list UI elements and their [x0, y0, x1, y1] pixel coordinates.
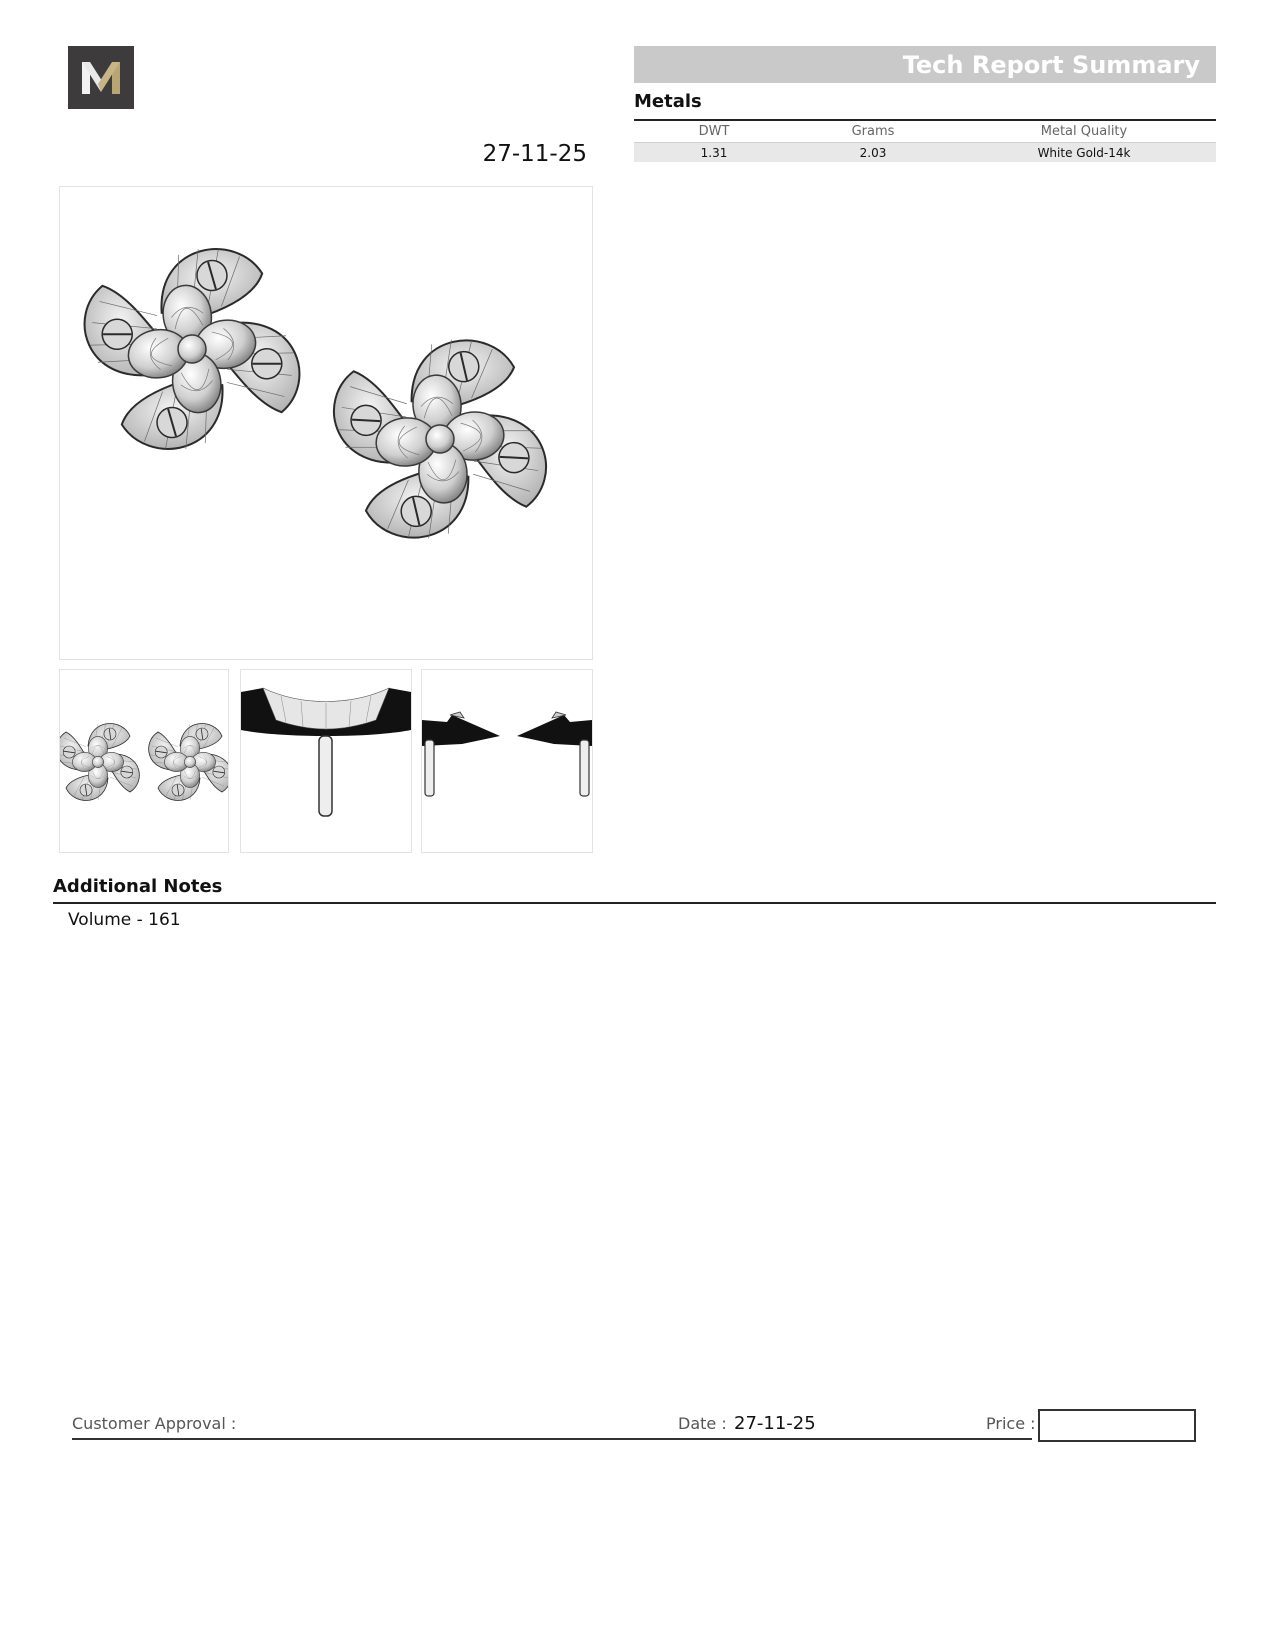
logo-m-icon	[68, 46, 134, 109]
cell-grams: 2.03	[794, 143, 952, 163]
customer-approval-label: Customer Approval :	[72, 1414, 237, 1433]
cell-dwt: 1.31	[634, 143, 794, 163]
notes-text: Volume - 161	[68, 910, 181, 930]
front-view-thumbnail[interactable]	[240, 669, 412, 853]
top-view-render	[60, 670, 228, 852]
table-header-row	[634, 121, 1216, 143]
footer-date-value: 27-11-25	[734, 1413, 816, 1434]
column-header-metal-quality: Metal Quality	[952, 121, 1216, 143]
report-date: 27-11-25	[482, 141, 587, 167]
top-view-thumbnail[interactable]	[59, 669, 229, 853]
column-header-grams: Grams	[794, 121, 952, 143]
report-title: Tech Report Summary	[902, 51, 1200, 79]
table-row	[634, 143, 1216, 163]
signature-line[interactable]	[72, 1438, 1032, 1440]
report-title-bar	[634, 46, 1216, 83]
price-field[interactable]	[1038, 1409, 1196, 1442]
front-view-render	[241, 670, 411, 852]
column-header-dwt: DWT	[634, 121, 794, 143]
main-render-image	[59, 186, 593, 660]
cell-metal-quality: White Gold-14k	[952, 143, 1216, 163]
metals-table	[634, 121, 1216, 162]
flower-earrings-render	[60, 187, 592, 659]
footer-date-label: Date :	[678, 1414, 727, 1433]
price-label: Price :	[986, 1414, 1036, 1433]
company-logo	[68, 46, 134, 109]
side-view-thumbnail[interactable]	[421, 669, 593, 853]
side-view-render	[422, 670, 592, 852]
notes-divider	[53, 902, 1216, 904]
notes-heading: Additional Notes	[53, 876, 223, 897]
metals-heading: Metals	[634, 91, 702, 112]
